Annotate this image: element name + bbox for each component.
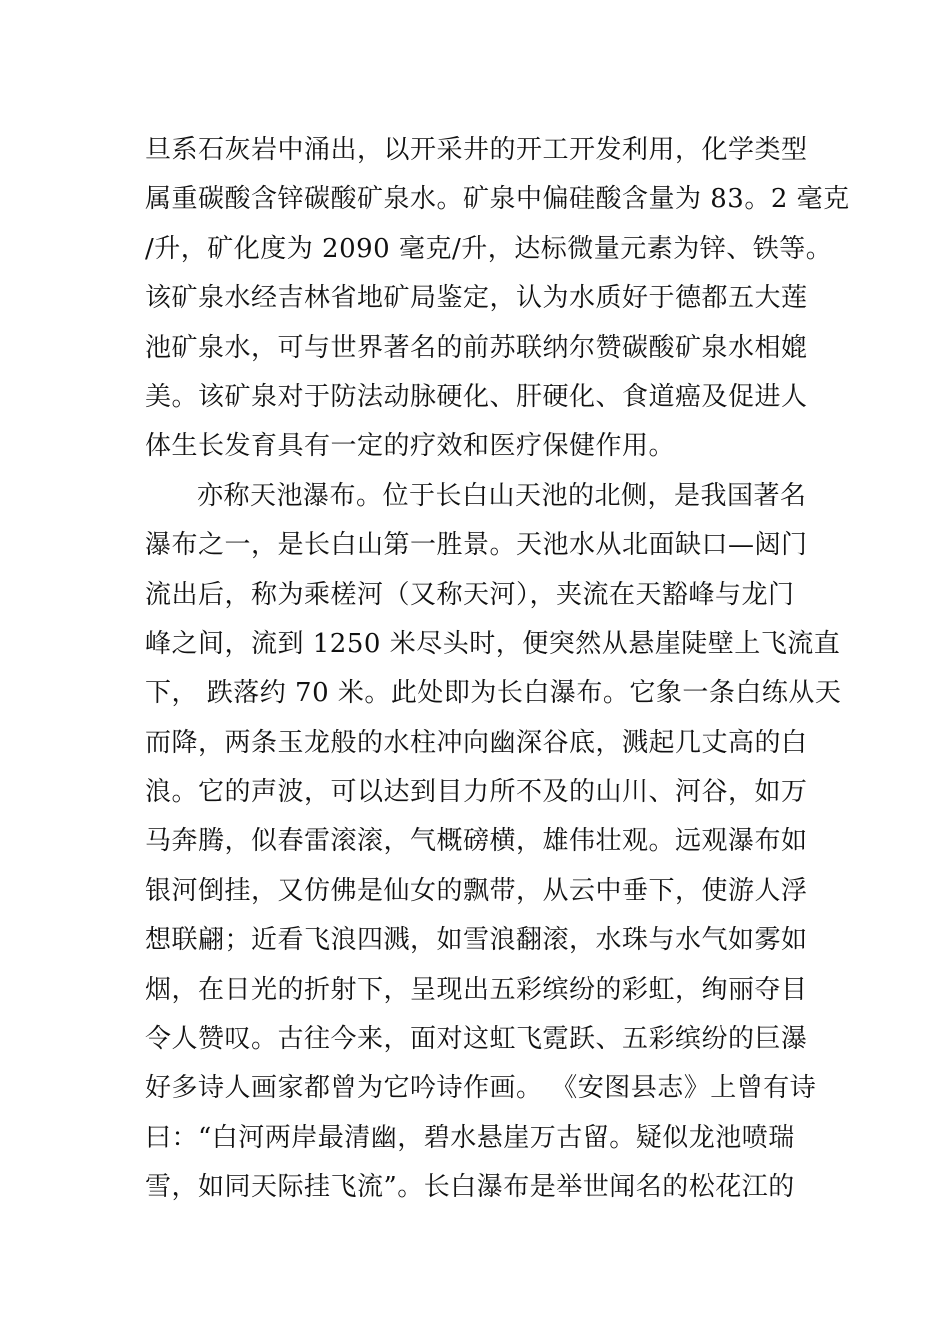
text-line: 雪，如同天际挂飞流”。长白瀑布是举世闻名的松花江的 bbox=[145, 1172, 795, 1203]
text-line: 想联翩；近看飞浪四溅，如雪浪翻滚，水珠与水气如雾如 bbox=[145, 925, 808, 956]
text-line: 令人赞叹。古往今来，面对这虹飞霓跃、五彩缤纷的巨瀑 bbox=[145, 1024, 808, 1055]
text-line: /升，矿化度为 2090 毫克/升，达标微量元素为锌、铁等。 bbox=[145, 233, 833, 264]
text-line: 池矿泉水，可与世界著名的前苏联纳尔赞碳酸矿泉水相媲 bbox=[145, 332, 808, 363]
text-line: 属重碳酸含锌碳酸矿泉水。矿泉中偏硅酸含量为 83。2 毫克 bbox=[145, 184, 850, 215]
text-line: 曰：“白河两岸最清幽，碧水悬崖万古留。疑似龙池喷瑞 bbox=[145, 1122, 795, 1153]
text-line: 好多诗人画家都曾为它吟诗作画。 《安图县志》上曾有诗 bbox=[145, 1073, 817, 1104]
paragraph-first-line: 亦称天池瀑布。位于长白山天池的北侧，是我国著名 bbox=[197, 480, 807, 511]
text-line: 瀑布之一，是长白山第一胜景。天池水从北面缺口—闼门 bbox=[145, 530, 808, 561]
text-line: 浪。它的声波，可以达到目力所不及的山川、河谷，如万 bbox=[145, 777, 808, 808]
text-line: 峰之间，流到 1250 米尽头时，便突然从悬崖陡壁上飞流直 bbox=[145, 628, 841, 659]
text-line: 而降，两条玉龙般的水柱冲向幽深谷底，溅起几丈高的白 bbox=[145, 727, 808, 758]
text-line: 美。该矿泉对于防法动脉硬化、肝硬化、食道癌及促进人 bbox=[145, 381, 808, 412]
text-line: 银河倒挂，又仿佛是仙女的飘带，从云中垂下，使游人浮 bbox=[145, 875, 808, 906]
text-line: 下， 跌落约 70 米。此处即为长白瀑布。它象一条白练从天 bbox=[145, 678, 842, 709]
text-line: 旦系石灰岩中涌出，以开采井的开工开发利用，化学类型 bbox=[145, 135, 808, 165]
text-line: 该矿泉水经吉林省地矿局鉴定，认为水质好于德都五大莲 bbox=[145, 283, 808, 314]
text-line: 马奔腾，似春雷滚滚，气概磅横，雄伟壮观。远观瀑布如 bbox=[145, 826, 808, 857]
text-line: 烟，在日光的折射下，呈现出五彩缤纷的彩虹，绚丽夺目 bbox=[145, 974, 808, 1005]
text-line: 流出后，称为乘槎河（又称天河），夹流在天豁峰与龙门 bbox=[145, 579, 795, 610]
text-line: 体生长发育具有一定的疗效和医疗保健作用。 bbox=[145, 431, 676, 462]
document-body-text bbox=[145, 126, 850, 1213]
